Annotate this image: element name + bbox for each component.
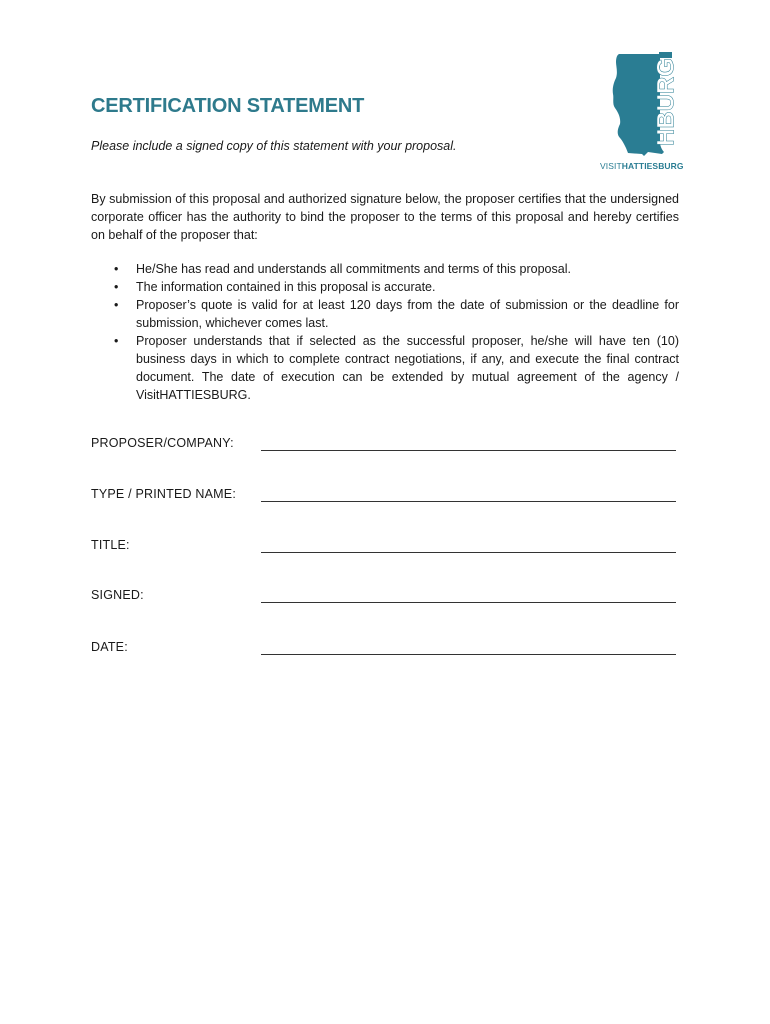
logo-caption-prefix: VISIT bbox=[600, 161, 622, 171]
signature-line[interactable] bbox=[261, 552, 676, 553]
list-item-text: The information contained in this proposal is accurate. bbox=[136, 280, 436, 294]
list-item bbox=[91, 278, 679, 296]
field-label: PROPOSER/COMPANY: bbox=[91, 436, 234, 450]
list-item-text: Proposer understands that if selected as the successful proposer, he/she will have ten (10) business days in which to complete contract negotiations, if any, and execute the final contract document. The date of execution can be extended by mutual agreement of the agency / VisitHATTIESBURG. bbox=[136, 334, 679, 402]
proposer-company-field bbox=[91, 436, 676, 456]
bullet-marker: • bbox=[114, 334, 119, 348]
logo-caption-brand: HATTIESBURG bbox=[621, 161, 684, 171]
logo-caption bbox=[600, 161, 684, 171]
list-item bbox=[91, 296, 679, 332]
title-field bbox=[91, 538, 676, 558]
list-item bbox=[91, 332, 679, 404]
page-subtitle: Please include a signed copy of this statement with your proposal. bbox=[91, 139, 457, 153]
intro-paragraph: By submission of this proposal and authorized signature below, the proposer certifies that the undersigned corporate officer has the authority to bind the proposer to the terms of this proposal and hereby certifies on behalf of the proposer that: bbox=[91, 192, 679, 242]
signature-line[interactable] bbox=[261, 501, 676, 502]
list-item-text: Proposer’s quote is valid for at least 120 days from the date of submission or the deadline for submission, whichever comes last. bbox=[136, 298, 679, 330]
bullet-marker: • bbox=[114, 262, 119, 276]
field-label: SIGNED: bbox=[91, 588, 144, 602]
signature-line[interactable] bbox=[261, 450, 676, 451]
bullet-marker: • bbox=[114, 298, 119, 312]
visit-hattiesburg-logo bbox=[604, 48, 688, 178]
field-label: TITLE: bbox=[91, 538, 130, 552]
signed-field bbox=[91, 588, 676, 608]
list-item-text: He/She has read and understands all commitments and terms of this proposal. bbox=[136, 262, 571, 276]
logo-text: HBURG bbox=[652, 58, 680, 146]
page-title: CERTIFICATION STATEMENT bbox=[91, 95, 365, 117]
signature-line[interactable] bbox=[261, 654, 676, 655]
date-field bbox=[91, 640, 676, 660]
mississippi-state-icon bbox=[604, 48, 688, 178]
bullet-marker: • bbox=[114, 280, 119, 294]
list-item bbox=[91, 260, 679, 278]
printed-name-field bbox=[91, 487, 676, 507]
field-label: DATE: bbox=[91, 640, 128, 654]
field-label: TYPE / PRINTED NAME: bbox=[91, 487, 236, 501]
certification-list bbox=[91, 260, 679, 404]
signature-line[interactable] bbox=[261, 602, 676, 603]
